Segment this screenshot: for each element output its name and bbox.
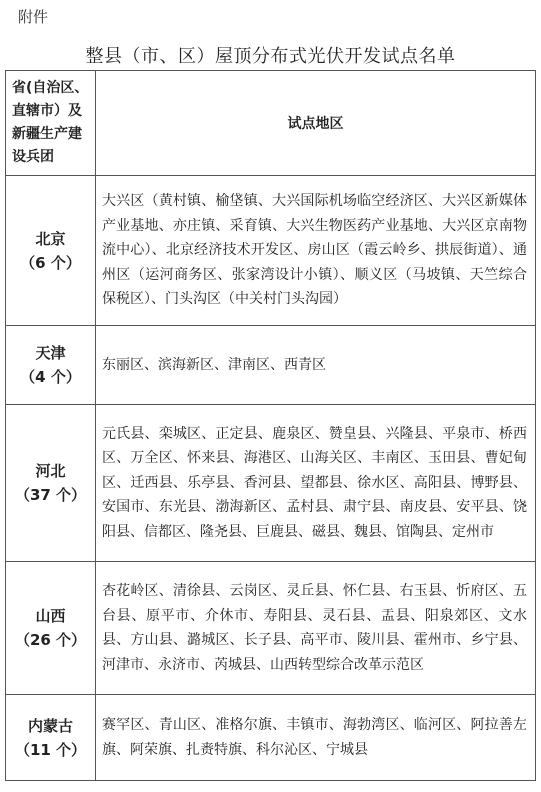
province-cell bbox=[6, 695, 96, 781]
province-cell bbox=[6, 562, 96, 695]
table-row bbox=[6, 176, 536, 326]
header-areas-cell: 试点地区 bbox=[96, 71, 536, 176]
header-province-line: 直辖市）及 bbox=[12, 103, 82, 119]
province-cell bbox=[6, 176, 96, 326]
province-count: （6 个） bbox=[20, 253, 81, 272]
header-province-line: 设兵团 bbox=[12, 149, 54, 165]
pilot-list-table bbox=[5, 70, 536, 781]
province-name: 天津 bbox=[35, 344, 66, 362]
province-count: （4 个） bbox=[20, 368, 81, 386]
province-count: （11 个） bbox=[14, 740, 87, 759]
pilot-areas-cell: 东丽区、滨海新区、津南区、西青区 bbox=[96, 326, 536, 405]
province-cell bbox=[6, 405, 96, 562]
province-count: （37 个） bbox=[14, 486, 87, 504]
pilot-areas-cell: 杏花岭区、清徐县、云岗区、灵丘县、怀仁县、右玉县、忻府区、五台县、原平市、介休市、寿阳县、灵石县、盂县、阳泉郊区、文水县、方山县、潞城区、长子县、高平市、陵川县、霍州市、乡宁县、河津市、永济市、芮城县、山西转型综合改革示范区 bbox=[96, 562, 536, 695]
header-province-line: 省(自治区、 bbox=[12, 80, 89, 96]
document-title: 整县（市、区）屋顶分布式光伏开发试点名单 bbox=[85, 46, 456, 67]
table-row bbox=[6, 326, 536, 405]
table-row bbox=[6, 562, 536, 695]
pilot-areas-cell: 赛罕区、青山区、准格尔旗、丰镇市、海勃湾区、临河区、阿拉善左旗、阿荣旗、扎赉特旗、科尔沁区、宁城县 bbox=[96, 695, 536, 781]
province-count: （26 个） bbox=[14, 631, 87, 649]
pilot-areas-cell: 元氏县、栾城区、正定县、鹿泉区、赞皇县、兴隆县、平泉市、桥西区、万全区、怀来县、海港区、山海关区、丰南区、玉田县、曹妃甸区、迁西县、乐亭县、香河县、望都县、徐水区、高阳县、博野县、安国市、东光县、渤海新区、孟村县、肃宁县、南皮县、安平县、饶阳县、信都区、隆尧县、巨鹿县、磁县、魏县、馆陶县、定州市 bbox=[96, 405, 536, 562]
header-province-line: 新疆生产建 bbox=[12, 126, 82, 142]
pilot-areas-cell: 大兴区（黄村镇、榆垡镇、大兴国际机场临空经济区、大兴区新媒体产业基地、亦庄镇、采育镇、大兴生物医药产业基地、大兴区京南物流中心）、北京经济技术开发区、房山区（霞云岭乡、拱辰街道）、通州区（运河商务区、张家湾设计小镇）、顺义区（马坡镇、天竺综合保税区）、门头沟区（中关村门头沟园） bbox=[96, 176, 536, 326]
province-name: 北京 bbox=[35, 229, 66, 248]
province-cell bbox=[6, 326, 96, 405]
province-name: 内蒙古 bbox=[27, 716, 73, 735]
attachment-label: 附件 bbox=[18, 8, 49, 26]
table-row bbox=[6, 695, 536, 781]
table-header-row bbox=[6, 71, 536, 176]
province-name: 山西 bbox=[35, 607, 66, 625]
table-row bbox=[6, 405, 536, 562]
province-name: 河北 bbox=[35, 462, 66, 480]
header-province-cell bbox=[6, 71, 96, 176]
